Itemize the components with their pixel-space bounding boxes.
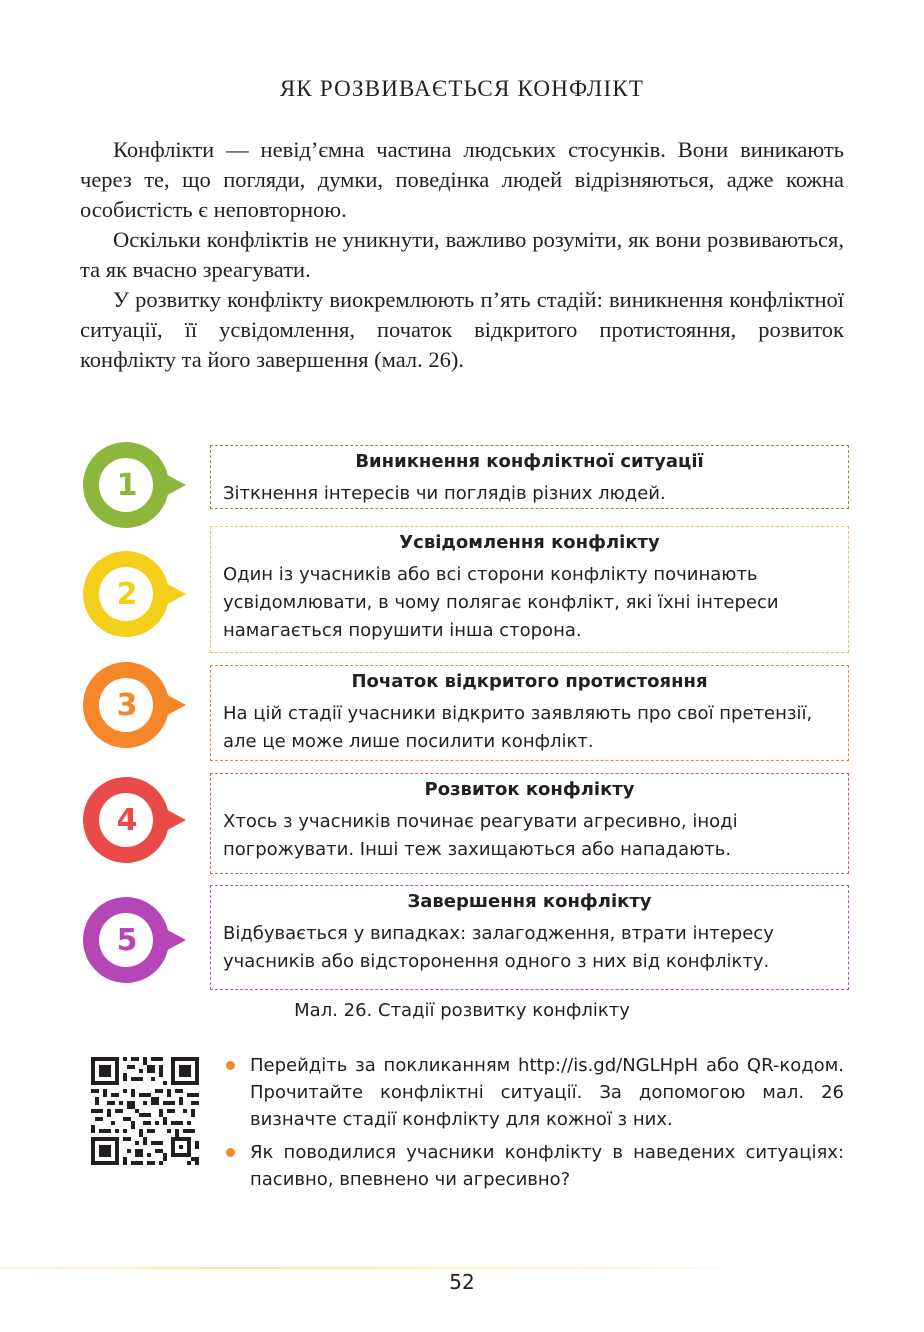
stage-1-heading: Виникнення конфліктної ситуації bbox=[355, 451, 704, 472]
intro-paragraph: Конфлікти — невід’ємна частина людських стосунків. Вони виникають через те, що погляди, думки, поведінка людей відрізняються, адже кожна особистість є неповторною. bbox=[80, 137, 844, 222]
stage-2-badge bbox=[74, 547, 189, 641]
stage-4-heading: Розвиток конфлікту bbox=[424, 779, 635, 800]
stage-3-number: 3 bbox=[116, 687, 138, 723]
stage-3-box bbox=[210, 665, 849, 761]
stage-1-number: 1 bbox=[116, 467, 138, 503]
stage-1-text: Зіткнення інтересів чи поглядів різних людей. bbox=[223, 483, 666, 504]
page-title: ЯК РОЗВИВАЄТЬСЯ КОНФЛІКТ bbox=[279, 76, 645, 101]
task-item bbox=[222, 1052, 844, 1133]
stage-3-heading: Початок відкритого протистояння bbox=[351, 671, 708, 692]
qr-code-icon[interactable] bbox=[91, 1057, 199, 1165]
stage-4-text: Хтось з учасників починає реагувати агресивно, іноді погрожувати. Інші теж захищаються або нападають. bbox=[223, 811, 738, 860]
task-item bbox=[222, 1139, 844, 1193]
intro-text bbox=[80, 135, 844, 375]
page-number: 52 bbox=[449, 1270, 475, 1294]
figure-caption-text: Мал. 26. Стадії розвитку конфлікту bbox=[294, 1000, 630, 1021]
intro-paragraph: У розвитку конфлікту виокремлюють п’ять стадій: виникнення конфліктної ситуації, її усвідомлення, початок відкритого протистояння, розвиток конфлікту та його завершення (мал. 26). bbox=[80, 287, 844, 372]
figure-caption bbox=[0, 1000, 924, 1021]
task-text: Як поводилися учасники конфлікту в наведених ситуаціях: пасивно, впевнено чи агресивно? bbox=[250, 1142, 844, 1190]
stage-5-text: Відбувається у випадках: залагодження, втрати інтересу учасників або відсторонення одного з них від конфлікту. bbox=[223, 923, 774, 972]
stage-5-heading: Завершення конфлікту bbox=[407, 891, 652, 912]
stage-2-heading: Усвідомлення конфлікту bbox=[399, 532, 660, 553]
stage-5-badge bbox=[74, 893, 189, 987]
stage-2-text: Один із учасників або всі сторони конфлікту починають усвідомлювати, в чому полягає конфлікт, які їхні інтереси намагається порушити інша сторона. bbox=[223, 564, 779, 641]
bullet-icon bbox=[226, 1061, 235, 1070]
stage-2-box bbox=[210, 526, 849, 653]
stage-4-number: 4 bbox=[116, 802, 138, 838]
footer-divider bbox=[0, 1267, 750, 1269]
stage-5-number: 5 bbox=[116, 922, 138, 958]
stage-5-box bbox=[210, 885, 849, 990]
stage-4-box bbox=[210, 773, 849, 874]
stage-3-badge bbox=[74, 658, 189, 752]
stage-1-badge bbox=[74, 438, 189, 532]
intro-paragraph: Оскільки конфліктів не уникнути, важливо розуміти, як вони розвиваються, та як вчасно зреагувати. bbox=[80, 227, 844, 282]
stage-4-badge bbox=[74, 773, 189, 867]
stage-3-text: На цій стадії учасники відкрито заявляють про свої претензії, але це може лише посилити конфлікт. bbox=[223, 703, 813, 752]
bullet-icon bbox=[226, 1148, 235, 1157]
task-list bbox=[222, 1052, 844, 1199]
stage-2-number: 2 bbox=[116, 576, 138, 612]
task-text: Перейдіть за покликанням http://is.gd/NGLHpH або QR-кодом. Прочитайте конфліктні ситуації. За допомогою мал. 26 визначте стадії конфлікту для кожної з них. bbox=[250, 1055, 844, 1130]
stage-1-box bbox=[210, 445, 849, 509]
